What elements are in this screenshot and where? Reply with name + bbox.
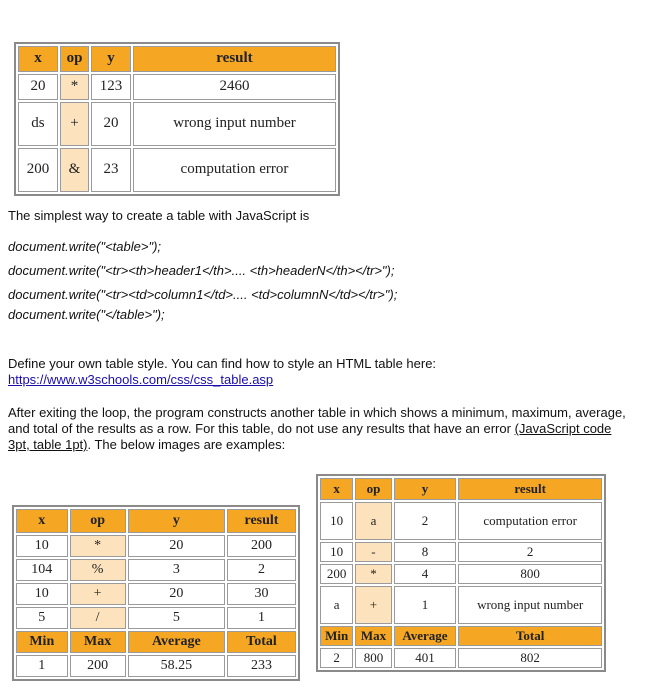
- example-table-1: [12, 505, 300, 681]
- cell-x: 5: [16, 607, 68, 629]
- summary-total-value: 802: [458, 648, 602, 668]
- cell-result: 800: [458, 564, 602, 584]
- header-y: y: [128, 509, 225, 533]
- cell-result: 2: [458, 542, 602, 562]
- summary-header-row: [16, 631, 296, 653]
- header-x: x: [16, 509, 68, 533]
- header-result: result: [227, 509, 296, 533]
- cell-y: 4: [394, 564, 457, 584]
- summary-min-value: 2: [320, 648, 353, 668]
- cell-x: ds: [18, 102, 58, 146]
- summary-max-value: 800: [355, 648, 391, 668]
- cell-y: 123: [91, 74, 131, 100]
- table-row: [16, 607, 296, 629]
- cell-x: 20: [18, 74, 58, 100]
- summary-average-value: 401: [394, 648, 457, 668]
- table-row: [16, 583, 296, 605]
- summary-min-label: Min: [320, 626, 353, 646]
- cell-result: computation error: [133, 148, 336, 192]
- after-loop-paragraph: [8, 405, 633, 453]
- code-line: document.write("<tr><td>column1</td>.... <td>columnN</td></tr>");: [8, 287, 398, 302]
- summary-average-value: 58.25: [128, 655, 225, 677]
- cell-x: 200: [320, 564, 353, 584]
- cell-result: 2460: [133, 74, 336, 100]
- summary-average-label: Average: [394, 626, 457, 646]
- after-loop-text: After exiting the loop, the program constructs another table in which shows a minimum, maximum, average, and total of the results as a row. For this table, do not use any results that have an error: [8, 405, 626, 436]
- cell-y: 1: [394, 586, 457, 624]
- table-row: [320, 586, 602, 624]
- cell-op: &: [60, 148, 89, 192]
- cell-y: 8: [394, 542, 457, 562]
- header-y: y: [91, 46, 131, 72]
- cell-y: 2: [394, 502, 457, 540]
- w3schools-link[interactable]: https://www.w3schools.com/css/css_table.asp: [8, 372, 274, 387]
- cell-op: +: [355, 586, 391, 624]
- summary-min-label: Min: [16, 631, 68, 653]
- cell-op: *: [70, 535, 126, 557]
- summary-total-label: Total: [227, 631, 296, 653]
- cell-x: a: [320, 586, 353, 624]
- header-x: x: [320, 478, 353, 500]
- summary-min-value: 1: [16, 655, 68, 677]
- header-op: op: [60, 46, 89, 72]
- cell-result: wrong input number: [458, 586, 602, 624]
- cell-op: /: [70, 607, 126, 629]
- summary-average-label: Average: [128, 631, 225, 653]
- table-row: [18, 74, 336, 100]
- table-row: [320, 542, 602, 562]
- cell-op: *: [355, 564, 391, 584]
- header-x: x: [18, 46, 58, 72]
- results-table: [14, 42, 340, 196]
- cell-op: +: [60, 102, 89, 146]
- cell-x: 104: [16, 559, 68, 581]
- table-row: [16, 559, 296, 581]
- cell-y: 3: [128, 559, 225, 581]
- summary-max-label: Max: [355, 626, 391, 646]
- cell-result: computation error: [458, 502, 602, 540]
- summary-total-value: 233: [227, 655, 296, 677]
- cell-y: 5: [128, 607, 225, 629]
- cell-op: +: [70, 583, 126, 605]
- summary-max-value: 200: [70, 655, 126, 677]
- cell-result: 200: [227, 535, 296, 557]
- cell-x: 10: [16, 583, 68, 605]
- table-header-row: [18, 46, 336, 72]
- cell-result: 1: [227, 607, 296, 629]
- intro-text: The simplest way to create a table with JavaScript is: [8, 208, 310, 223]
- header-result: result: [133, 46, 336, 72]
- cell-x: 10: [320, 502, 353, 540]
- points-note: (JavaScript code 3pt, table 1pt): [8, 421, 612, 452]
- cell-y: 23: [91, 148, 131, 192]
- cell-x: 10: [320, 542, 353, 562]
- after-loop-suffix: . The below images are examples:: [87, 437, 286, 452]
- cell-op: %: [70, 559, 126, 581]
- table-row: [320, 502, 602, 540]
- table-row: [320, 564, 602, 584]
- cell-result: 30: [227, 583, 296, 605]
- cell-op: -: [355, 542, 391, 562]
- header-y: y: [394, 478, 457, 500]
- table-row: [16, 535, 296, 557]
- cell-result: 2: [227, 559, 296, 581]
- summary-header-row: [320, 626, 602, 646]
- table-row: [18, 102, 336, 146]
- header-op: op: [70, 509, 126, 533]
- summary-max-label: Max: [70, 631, 126, 653]
- header-result: result: [458, 478, 602, 500]
- header-op: op: [355, 478, 391, 500]
- code-line: document.write("</table>");: [8, 307, 165, 322]
- cell-y: 20: [91, 102, 131, 146]
- summary-value-row: [320, 648, 602, 668]
- table-header-row: [16, 509, 296, 533]
- summary-value-row: [16, 655, 296, 677]
- code-line: document.write("<tr><th>header1</th>.... <th>headerN</th></tr>");: [8, 263, 395, 278]
- cell-op: a: [355, 502, 391, 540]
- code-line: document.write("<table>");: [8, 239, 162, 254]
- example-table-2: [316, 474, 606, 672]
- cell-y: 20: [128, 583, 225, 605]
- cell-y: 20: [128, 535, 225, 557]
- table-header-row: [320, 478, 602, 500]
- style-instructions: Define your own table style. You can find how to style an HTML table here:: [8, 356, 437, 371]
- cell-result: wrong input number: [133, 102, 336, 146]
- cell-x: 10: [16, 535, 68, 557]
- table-row: [18, 148, 336, 192]
- cell-op: *: [60, 74, 89, 100]
- summary-total-label: Total: [458, 626, 602, 646]
- cell-x: 200: [18, 148, 58, 192]
